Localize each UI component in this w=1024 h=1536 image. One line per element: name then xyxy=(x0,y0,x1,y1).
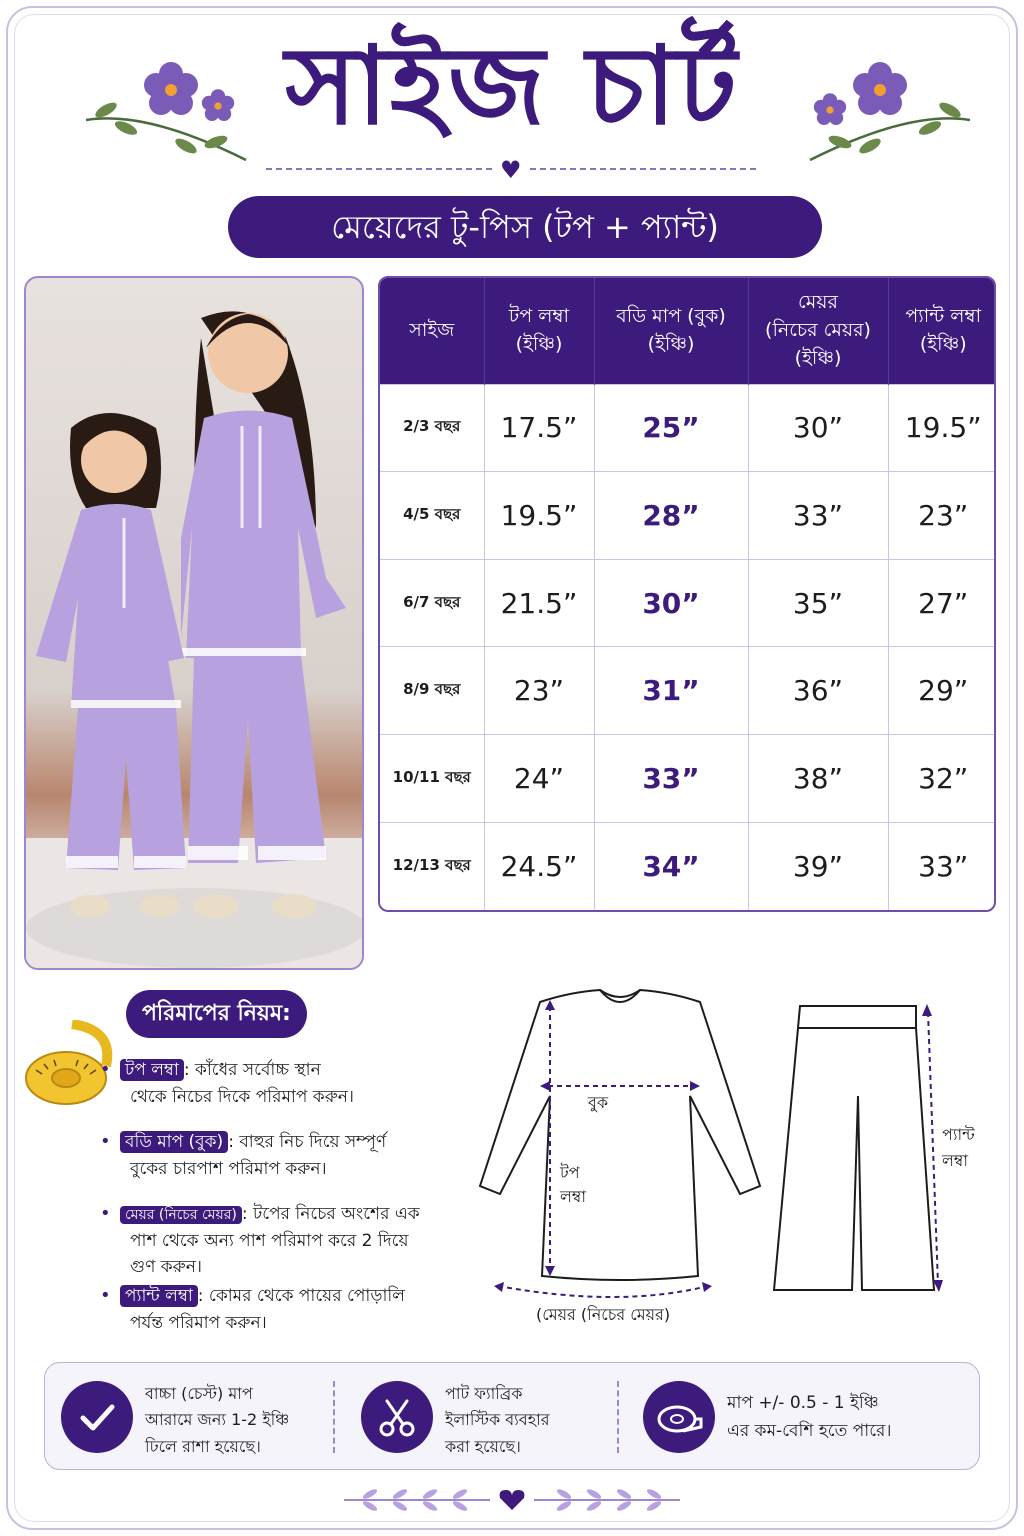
note-tolerance xyxy=(643,1375,973,1459)
cell-body-chest: 25” xyxy=(594,384,748,472)
cell-size: 6/7 বছর xyxy=(380,559,484,647)
rule-text: : কোমর থেকে পায়ের পোড়ালি xyxy=(197,1286,405,1306)
table-header-row xyxy=(380,278,996,384)
bullet-icon: • xyxy=(100,1203,111,1224)
notes-divider xyxy=(617,1381,619,1453)
rule-body-chest xyxy=(100,1128,470,1182)
rule-tag: প্যান্ট লম্বা xyxy=(120,1285,198,1307)
cell-hem: 35” xyxy=(748,559,888,647)
cell-top-length: 24” xyxy=(484,735,594,823)
bottom-ornament xyxy=(340,1486,684,1514)
rule-text-cont: পর্যন্ত পরিমাপ করুন। xyxy=(130,1312,267,1333)
rule-tag: বডি মাপ (বুক) xyxy=(120,1131,228,1153)
cell-pant-length: 19.5” xyxy=(888,384,996,472)
rule-text-cont: পাশ থেকে অন্য পাশ পরিমাপ করে 2 দিয়ে xyxy=(130,1230,409,1251)
label-hem: (মেয়র (নিচের মেয়র) xyxy=(536,1305,671,1324)
rule-pant-length xyxy=(100,1282,470,1336)
table-row xyxy=(380,735,996,823)
note-chest-ease xyxy=(61,1375,331,1459)
cell-body-chest: 34” xyxy=(594,822,748,910)
note-text: পাট ফ্যাব্রিক ইলাস্টিক ব্যবহার করা হয়েছে। xyxy=(445,1384,550,1456)
title-divider-left xyxy=(266,168,492,170)
table-row xyxy=(380,384,996,472)
rules-title: পরিমাপের নিয়ম: xyxy=(126,990,307,1038)
heart-icon: ♥ xyxy=(500,156,522,184)
cell-top-length: 21.5” xyxy=(484,559,594,647)
check-icon xyxy=(61,1381,133,1453)
rule-tag: মেয়র (নিচের মেয়র) xyxy=(120,1206,242,1224)
cell-body-chest: 30” xyxy=(594,559,748,647)
garment-diagram xyxy=(440,986,1000,1326)
col-header-body-chest: বডি মাপ (বুক) (ইঞ্চি) xyxy=(594,278,748,384)
col-header-pant-length: প্যান্ট লম্বা (ইঞ্চি) xyxy=(888,278,996,384)
rule-text-cont: থেকে নিচের দিকে পরিমাপ করুন। xyxy=(130,1086,354,1107)
rule-text: : বাহুর নিচ দিয়ে সম্পূর্ণ xyxy=(228,1132,387,1152)
rule-text-cont: গুণ করুন। xyxy=(130,1257,202,1278)
col-header-top-length: টপ লম্বা (ইঞ্চি) xyxy=(484,278,594,384)
cell-top-length: 17.5” xyxy=(484,384,594,472)
label-bust: বুক xyxy=(588,1093,609,1112)
title-divider-right xyxy=(530,168,756,170)
size-table xyxy=(378,276,996,912)
cell-size: 2/3 বছর xyxy=(380,384,484,472)
cell-top-length: 19.5” xyxy=(484,472,594,560)
rule-text: : টপের নিচের অংশের এক xyxy=(241,1204,420,1224)
label-top-length-2: লম্বা xyxy=(560,1187,586,1206)
rule-text-cont: বুকের চারপাশ পরিমাপ করুন। xyxy=(130,1158,327,1179)
cell-pant-length: 32” xyxy=(888,735,996,823)
cell-body-chest: 31” xyxy=(594,647,748,735)
note-text: বাচ্চা (চেস্ট) মাপ আরামে জন্য 1-2 ইঞ্চি ঢিলে রাশা হয়েছে। xyxy=(145,1384,290,1456)
table-row xyxy=(380,822,996,910)
table-row xyxy=(380,472,996,560)
bullet-icon: • xyxy=(100,1285,111,1306)
cell-size: 4/5 বছর xyxy=(380,472,484,560)
rule-tag: টপ লম্বা xyxy=(120,1059,184,1081)
scissors-icon xyxy=(361,1381,433,1453)
notes-divider xyxy=(333,1381,335,1453)
cell-pant-length: 23” xyxy=(888,472,996,560)
cell-pant-length: 33” xyxy=(888,822,996,910)
cell-hem: 38” xyxy=(748,735,888,823)
cell-hem: 33” xyxy=(748,472,888,560)
rule-hem xyxy=(100,1200,470,1281)
note-text: মাপ +/- 0.5 - 1 ইঞ্চি এর কম-বেশি হতে পারে। xyxy=(727,1393,892,1442)
label-top-length-1: টপ xyxy=(560,1163,580,1182)
note-fabric xyxy=(361,1375,621,1459)
measuring-tape-icon xyxy=(643,1381,715,1453)
cell-body-chest: 28” xyxy=(594,472,748,560)
cell-hem: 39” xyxy=(748,822,888,910)
page-title: সাইজ চার্ট xyxy=(285,24,739,149)
rule-text: : কাঁধের সর্বোচ্চ স্থান xyxy=(183,1060,321,1080)
table-row xyxy=(380,559,996,647)
notes-panel xyxy=(44,1362,980,1470)
cell-hem: 36” xyxy=(748,647,888,735)
rule-top-length xyxy=(100,1056,470,1110)
bullet-icon: • xyxy=(100,1059,111,1080)
label-pant-length-2: লম্বা xyxy=(942,1151,968,1170)
label-pant-length-1: প্যান্ট xyxy=(942,1125,975,1144)
cell-size: 10/11 বছর xyxy=(380,735,484,823)
cell-hem: 30” xyxy=(748,384,888,472)
col-header-hem: মেয়র (নিচের মেয়র) (ইঞ্চি) xyxy=(748,278,888,384)
table-row xyxy=(380,647,996,735)
product-photo xyxy=(24,276,364,970)
col-header-size: সাইজ xyxy=(380,278,484,384)
cell-top-length: 24.5” xyxy=(484,822,594,910)
subtitle-banner: মেয়েদের টু-পিস (টপ + প্যান্ট) xyxy=(228,196,822,258)
cell-size: 8/9 বছর xyxy=(380,647,484,735)
cell-body-chest: 33” xyxy=(594,735,748,823)
cell-top-length: 23” xyxy=(484,647,594,735)
cell-size: 12/13 বছর xyxy=(380,822,484,910)
cell-pant-length: 27” xyxy=(888,559,996,647)
cell-pant-length: 29” xyxy=(888,647,996,735)
bullet-icon: • xyxy=(100,1131,111,1152)
